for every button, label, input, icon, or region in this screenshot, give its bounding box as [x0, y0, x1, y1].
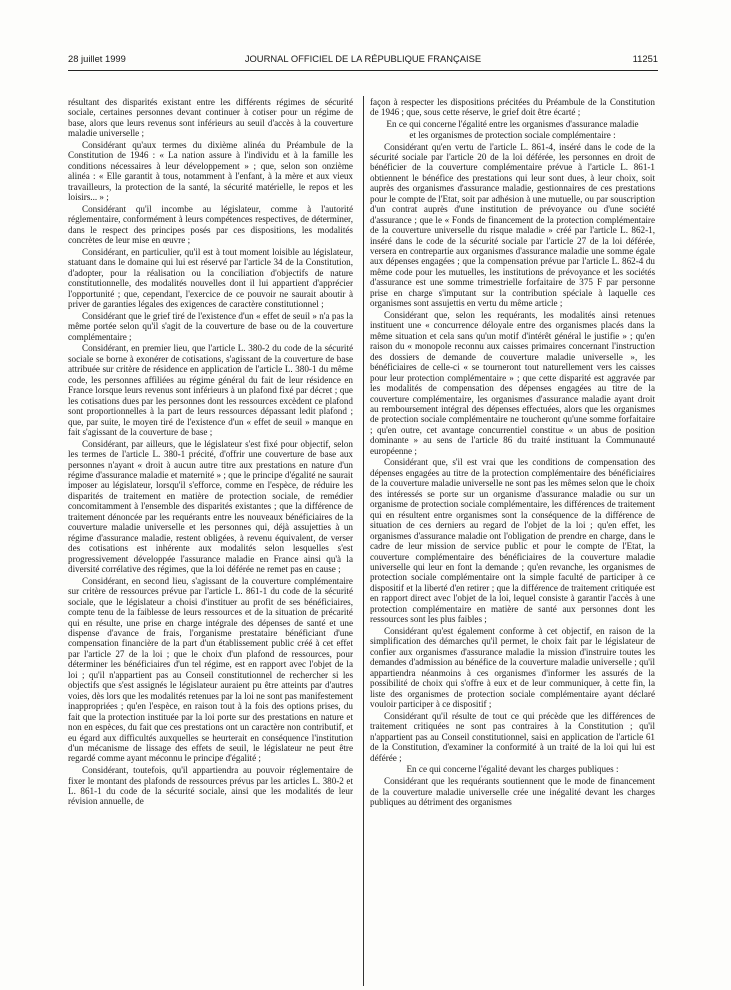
left-paragraph: Considérant qu'aux termes du dixième alinéa du Préambule de la Constitution de 1946 : « La nation assure à l'individu et à la famille les conditions nécessaires à leur développement » ; que, selon son onzième alinéa : « Elle garantit à tous, notamment à l'enfant, à la mère et aux vieux travailleurs, la protection de la santé, la sécurité matérielle, le repos et les loisirs... » ; [68, 140, 353, 203]
right-paragraph: Considérant qu'en vertu de l'article L. 861-4, inséré dans le code de la sécurité sociale par l'article 20 de la loi déférée, les personnes en droit de bénéficier de la couverture complémentaire prévue à l'article L. 861-1 obtiennent le bénéfice des prestations qui leur sont dues, à leur choix, soit auprès des organismes d'assurance maladie, gestionnaires de ces prestations pour le compte de l'Etat, soit par adhésion à une mutuelle, ou par souscription d'un contrat auprès d'une institution de prévoyance ou d'une société d'assurance ; que le « Fonds de financement de la protection complémentaire de la couverture universelle du risque maladie » créé par l'article L. 862-1, inséré dans le code de la sécurité sociale par l'article 27 de la loi déférée, versera en contrepartie aux organismes d'assurance maladie une somme égale aux dépenses engagées ; que la compensation prévue par l'article L. 862-4 du même code pour les mutuelles, les institutions de prévoyance et les sociétés d'assurance est une somme trimestrielle forfaitaire de 375 F par personne prise en charge s'imputant sur la contribution spéciale à laquelle ces organismes sont assujettis en vertu du même article ; [370, 141, 655, 309]
left-paragraph: Considérant, en premier lieu, que l'article L. 380-2 du code de la sécurité sociale se borne à exonérer de cotisations, s'agissant de la couverture de base attribuée sur critère de résidence en application de l'article L. 380-1 du même code, les personnes affiliées au régime général du fait de leur résidence en France lorsque leurs revenus sont inférieurs à un plafond fixé par décret ; que les cotisations dues par les personnes dont les ressources excèdent ce plafond sont proportionnelles à la part de leurs ressources dépassant ledit plafond ; que, par suite, le moyen tiré de l'existence d'un « effet de seuil » manque en fait s'agissant de la couverture de base ; [68, 343, 353, 437]
right-column [370, 97, 655, 989]
column-divider [363, 96, 364, 986]
header-journal-title: JOURNAL OFFICIEL DE LA RÉPUBLIQUE FRANÇAISE [244, 53, 482, 64]
left-paragraph: Considérant qu'il incombe au législateur, comme à l'autorité réglementaire, conformément à leurs compétences respectives, de déterminer, dans le respect des principes posés par ces dispositions, les modalités concrètes de leur mise en œuvre ; [68, 203, 353, 246]
right-paragraph: Considérant que, selon les requérants, les modalités ainsi retenues instituent une « concurrence déloyale entre des organismes placés dans la même situation et cela sans qu'un motif d'intérêt général le justifie » ; qu'en raison du « monopole reconnu aux caisses primaires concernant l'instruction des dossiers de demande de couverture maladie universelle », les bénéficiaires de celle-ci « se tourneront tout naturellement vers les caisses pour leur protection complémentaire » ; que cette disparité est aggravée par les modalités de compensation des dépenses engagées au titre de la couverture complémentaire, les organismes d'assurance maladie ayant droit au remboursement intégral des dépenses effectuées, alors que les organismes de protection sociale complémentaire ne toucheront qu'une somme forfaitaire ; qu'en outre, cet avantage concurrentiel constitue « un abus de position dominante » au sens de l'article 86 du traité instituant la Communauté européenne ; [370, 309, 655, 456]
right-paragraph: Considérant qu'est également conforme à cet objectif, en raison de la simplification des démarches qu'il permet, le choix fait par le législateur de confier aux organismes d'assurance maladie la mission d'instruire toutes les demandes d'admission au bénéfice de la couverture maladie universelle ; qu'il appartiendra néanmoins à ces organismes d'informer les assurés de la possibilité de choix qui s'offre à eux et de leur communiquer, à cette fin, la liste des organismes de protection sociale complémentaire ayant déclaré vouloir participer à ce dispositif ; [370, 625, 655, 710]
section-heading-organismes: En ce qui concerne l'égalité entre les organismes d'assurance maladie et les organismes de protection sociale complémentaire : [386, 119, 639, 140]
left-paragraph: Considérant, par ailleurs, que le législateur s'est fixé pour objectif, selon les termes de l'article L. 380-1 précité, d'offrir une couverture de base aux personnes n'ayant « droit à aucun autre titre aux prestations en nature d'un régime d'assurance maladie et maternité » ; que le principe d'égalité ne saurait imposer au législateur, lorsqu'il s'efforce, comme en l'espèce, de réduire les disparités de traitement en matière de protection sociale, de remédier concomitamment à l'ensemble des disparités existantes ; que la différence de traitement dénoncée par les requérants entre les nouveaux bénéficiaires de la couverture maladie universelle et les personnes qui, déjà assujetties à un régime d'assurance maladie, restent obligées, à revenu équivalent, de verser des cotisations est inhérente aux modalités selon lesquelles s'est progressivement développée l'assurance maladie en France ainsi qu'à la diversité corrélative des régimes, que la loi déférée ne remet pas en cause ; [68, 438, 353, 575]
left-paragraph: Considérant, en particulier, qu'il est à tout moment loisible au législateur, statuant dans le domaine qui lui est réservé par l'article 34 de la Constitution, d'adopter, pour la réalisation ou la conciliation d'objectifs de nature constitutionnelle, des modalités nouvelles dont il lui appartient d'apprécier l'opportunité ; que, cependant, l'exercice de ce pouvoir ne saurait aboutir à priver de garanties légales des exigences de caractère constitutionnel ; [68, 246, 353, 310]
header-date: 28 juillet 1999 [68, 53, 126, 64]
left-column [68, 97, 353, 989]
left-paragraph: Considérant que le grief tiré de l'existence d'un « effet de seuil » n'a pas la même portée selon qu'il s'agit de la couverture de base ou de la couverture complémentaire ; [68, 310, 353, 342]
right-paragraph: Considérant que, s'il est vrai que les conditions de compensation des dépenses engagées au titre de la protection complémentaire des bénéficiaires de la couverture maladie universelle ne sont pas les mêmes selon que le choix des intéressés se porte sur un organisme d'assurance maladie ou sur un organisme de protection sociale complémentaire, les différences de traitement qui en résultent entre organismes sont la conséquence de la différence de situation de ces derniers au regard de l'objet de la loi ; qu'en effet, les organismes d'assurance maladie ont l'obligation de prendre en charge, dans le cadre de leur mission de service public et pour le compte de l'Etat, la couverture complémentaire des bénéficiaires de la couverture maladie universelle qui leur en font la demande ; qu'en revanche, les organismes de protection sociale complémentaire ont la simple faculté de participer à ce dispositif et la liberté d'en retirer ; que la différence de traitement critiquée est en rapport direct avec l'objet de la loi, lequel consiste à garantir l'accès à une protection complémentaire en matière de santé aux personnes dont les ressources sont les plus faibles ; [370, 457, 655, 625]
right-paragraph: Considérant que les requérants soutiennent que le mode de financement de la couverture maladie universelle crée une inégalité devant les charges publiques au détriment des organismes [370, 776, 655, 808]
right-paragraph: Considérant qu'il résulte de tout ce qui précède que les différences de traitement critiquées ne sont pas contraires à la Constitution ; qu'il n'appartient pas au Conseil constitutionnel, saisi en application de l'article 61 de la Constitution, d'examiner la conformité à un traité de la loi qui lui est déférée ; [370, 710, 655, 763]
page-header [68, 53, 658, 67]
left-paragraph: Considérant, en second lieu, s'agissant de la couverture complémentaire sur critère de ressources prévue par l'article L. 861-1 du code de la sécurité sociale, que le législateur a choisi d'instituer au profit de ses bénéficiaires, compte tenu de la faiblesse de leurs ressources et de la situation de précarité qui en résulte, une prise en charge intégrale des dépenses de santé et une dispense d'avance de frais, l'organisme prestataire bénéficiant d'une compensation financière de la part d'un établissement public créé à cet effet par l'article 27 de la loi ; que le choix d'un plafond de ressources, pour déterminer les bénéficiaires d'un tel régime, est en rapport avec l'objet de la loi ; qu'il n'appartient pas au Conseil constitutionnel de rechercher si les objectifs que s'est assignés le législateur auraient pu être atteints par d'autres voies, dès lors que les modalités retenues par la loi ne sont pas manifestement inappropriées ; qu'en l'espèce, en raison tout à la fois des options prises, du fait que la protection instituée par la loi porte sur des prestations en nature et non en espèces, du fait que ces prestations ont un caractère non contributif, et eu égard aux difficultés auxquelles se heurterait en conséquence l'institution d'un mécanisme de lissage des effets de seuil, le législateur ne peut être regardé comme ayant méconnu le principe d'égalité ; [68, 575, 353, 764]
left-paragraph: Considérant, toutefois, qu'il appartiendra au pouvoir réglementaire de fixer le montant des plafonds de ressources prévus par les articles L. 380-2 et L. 861-1 du code de la sécurité sociale, ainsi que les modalités de leur révision annuelle, de [68, 765, 353, 807]
left-paragraph: résultant des disparités existant entre les différents régimes de sécurité sociale, certaines personnes devant continuer à cotiser pour un régime de base, alors que leurs revenus sont inférieurs au seuil d'accès à la couverture maladie universelle ; [68, 97, 353, 139]
header-rule [68, 70, 658, 71]
header-page-number: 11251 [632, 53, 658, 64]
right-intro-paragraph: façon à respecter les dispositions précitées du Préambule de la Constitution de 1946 ; que, sous cette réserve, le grief doit être écarté ; [370, 97, 655, 118]
section-heading-charges-publiques: En ce qui concerne l'égalité devant les charges publiques : [406, 764, 619, 775]
